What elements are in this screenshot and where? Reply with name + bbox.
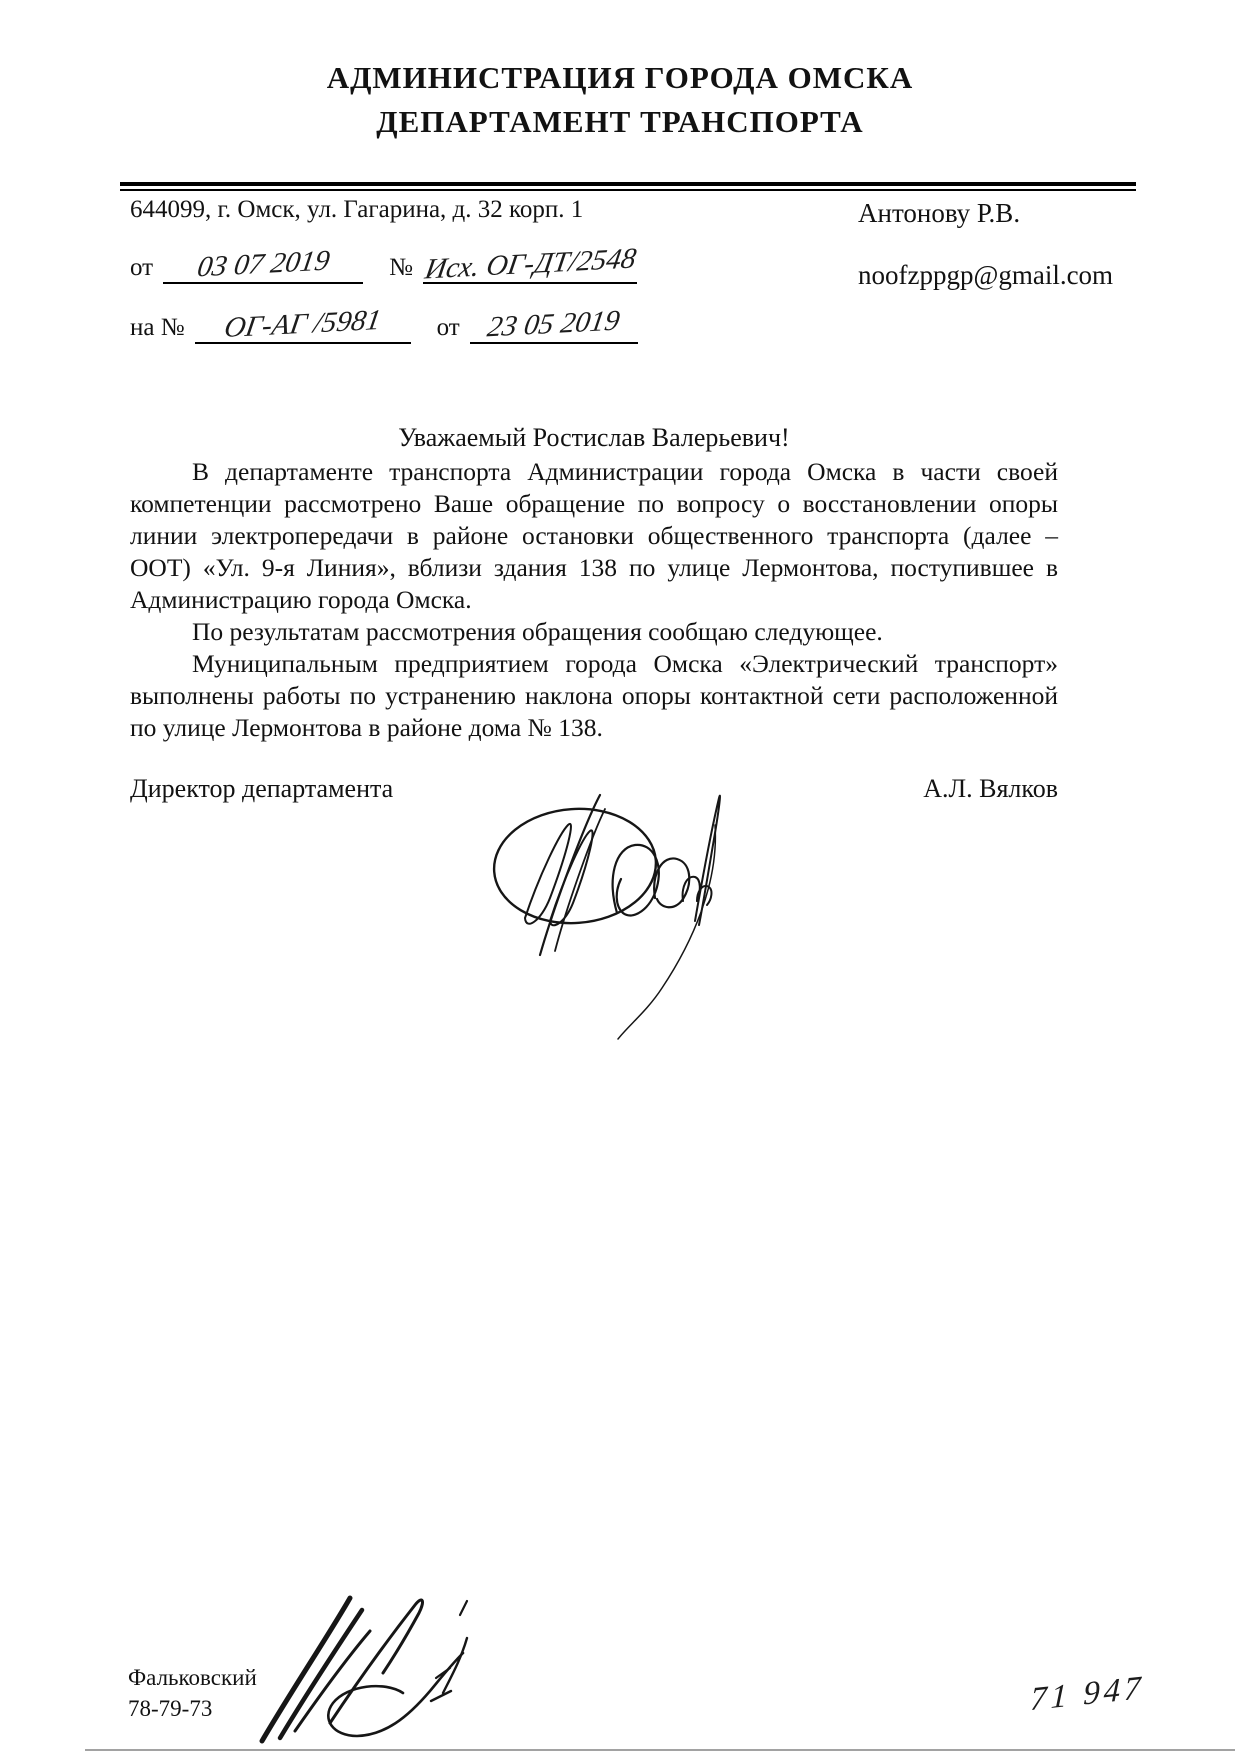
incoming-number-field	[195, 300, 411, 344]
outgoing-ref-row	[130, 240, 810, 284]
incoming-date-handwritten: 23 05 2019	[485, 304, 623, 344]
executor-signature	[235, 1573, 505, 1751]
outgoing-number-field	[423, 240, 637, 284]
sender-address: 644099, г. Омск, ул. Гагарина, д. 32 корп. 1	[130, 196, 584, 223]
recipient-name: Антонову Р.В.	[858, 198, 1021, 228]
handwritten-registry-number: 71 947	[1029, 1669, 1146, 1719]
executor-name: Фальковский	[128, 1665, 257, 1690]
paragraph-2: По результатам рассмотрения обращения сообщаю следующее.	[192, 617, 883, 646]
outgoing-number-handwritten: Исх. ОГ-ДТ/2548	[422, 242, 639, 286]
paragraph-1: В департаменте транспорта Администрации города Омска в части своей компетенции рассмотрено Ваше обращение по вопросу о восстановлении опоры линии электропередачи в районе остановки общественного транспорта (далее – ООТ) «Ул. 9-я Линия», вблизи здания 138 по улице Лермонтова, поступившее в Администрацию города Омска.	[130, 457, 1058, 614]
director-signature	[455, 763, 740, 1053]
recipient-block	[858, 198, 1113, 291]
department-name: ДЕПАРТАМЕНТ ТРАНСПОРТА	[376, 104, 864, 139]
recipient-email: noofzppgp@gmail.com	[858, 260, 1114, 290]
signer-name: А.Л. Вялков	[923, 774, 1058, 803]
org-name: АДМИНИСТРАЦИЯ ГОРОДА ОМСКА	[326, 60, 914, 95]
salutation: Уважаемый Ростислав Валерьевич!	[398, 423, 790, 452]
incoming-number-handwritten: ОГ-АГ /5981	[222, 303, 384, 345]
executor-phone: 78-79-73	[128, 1696, 213, 1721]
incoming-ref-row	[130, 300, 810, 344]
incoming-date-label: от	[436, 314, 460, 341]
outgoing-number-label: №	[389, 254, 413, 281]
paragraph-3: Муниципальным предприятием города Омска «Электрический транспорт» выполнены работы по устранению наклона опоры контактной сети расположенной по улице Лермонтова в районе дома № 138.	[130, 649, 1058, 742]
incoming-number-label: на №	[130, 314, 185, 341]
scan-edge-artifact	[85, 1749, 1235, 1751]
incoming-date-field	[470, 300, 638, 344]
signer-position: Директор департамента	[130, 774, 394, 803]
reference-block	[130, 196, 810, 344]
outgoing-date-handwritten: 03 07 2019	[194, 244, 332, 284]
outgoing-date-label: от	[130, 254, 154, 281]
letter-body	[130, 456, 1058, 744]
header-double-rule	[120, 182, 1136, 191]
outgoing-date-field	[163, 240, 363, 284]
